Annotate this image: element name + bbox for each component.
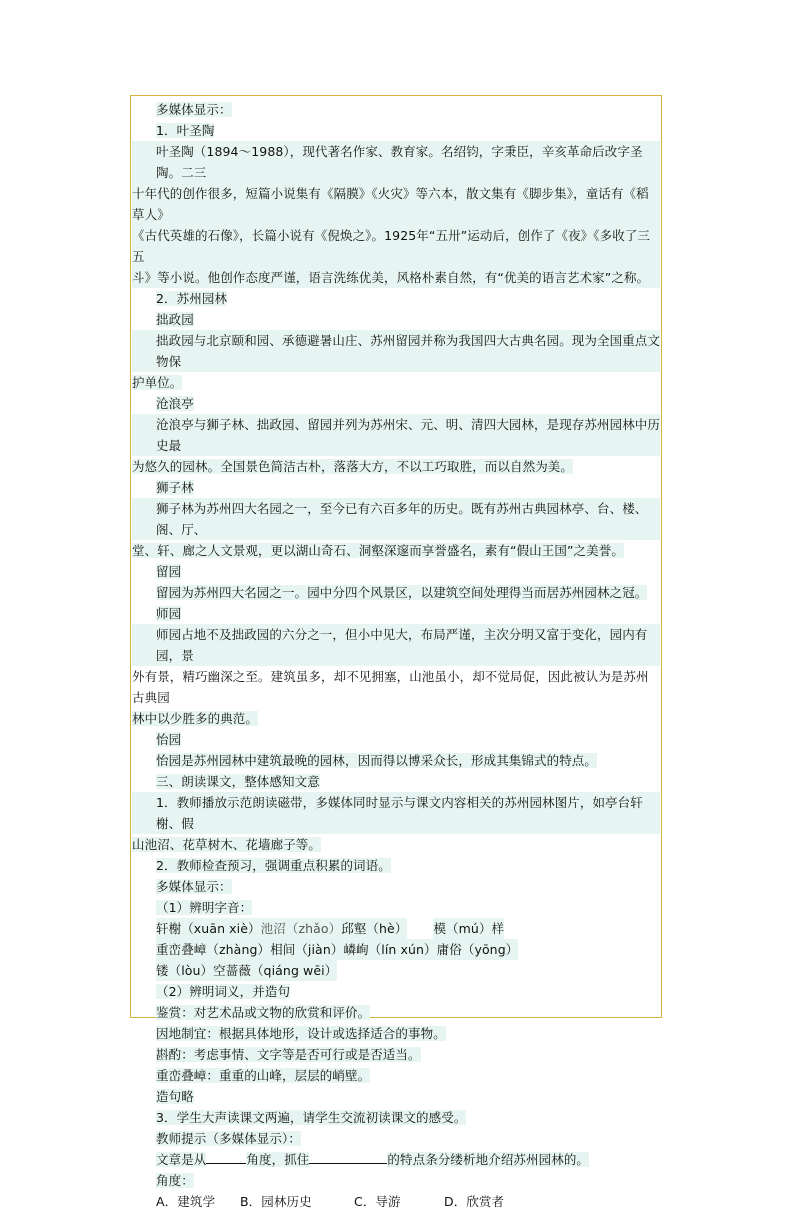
definition: 因地制宜：根据具体地形，设计或选择适合的事物。 xyxy=(156,1026,446,1041)
line: （1）辨明字音： xyxy=(156,900,253,915)
paragraph: 怡园是苏州园林中建筑最晚的园林，因而得以博采众长，形成其集锦式的特点。 xyxy=(156,753,598,768)
paragraph: 山池沼、花草树木、花墙廊子等。 xyxy=(132,837,322,852)
line: 师园 xyxy=(156,606,182,621)
choice-b: B．园林历史 xyxy=(240,1194,312,1209)
paragraph: 1．教师播放示范朗读磁带，多媒体同时显示与课文内容相关的苏州园林图片，如亭台轩榭、假 xyxy=(132,792,660,834)
paragraph: 为悠久的园林。全国景色简洁古朴，落落大方，不以工巧取胜，而以自然为美。 xyxy=(132,459,574,474)
line: 1．叶圣陶 xyxy=(156,123,215,138)
document-body xyxy=(132,99,660,1212)
pinyin-line: 轩榭（xuān xiè）池沼（zhǎo）邱壑（hè） 模（mú）样 xyxy=(132,918,660,939)
paragraph: 3．学生大声读课文两遍，请学生交流初读课文的感受。 xyxy=(156,1110,467,1125)
blank-angle xyxy=(206,1151,246,1164)
pinyin-line: 镂（lòu）空蔷薇（qiáng wēi） xyxy=(132,960,660,981)
line: 沧浪亭 xyxy=(156,396,194,411)
paragraph: 外有景，精巧幽深之至。建筑虽多，却不见拥塞，山池虽小，却不觉局促，因此被认为是苏州古典园 xyxy=(132,669,649,705)
paragraph: 堂、轩、廊之人文景观，更以湖山奇石、洞壑深邃而享誉盛名，素有“假山王国”之美誉。 xyxy=(132,543,624,558)
definition: 斟酌：考虑事情、文字等是否可行或是否适当。 xyxy=(156,1047,421,1062)
line: （2）辨明词义，并造句 xyxy=(156,984,291,999)
paragraph-yeshengtao: 十年代的创作很多，短篇小说集有《隔膜》《火灾》等六本，散文集有《脚步集》，童话有《稻草人》 xyxy=(132,183,660,225)
choice-c: C．导游 xyxy=(354,1194,401,1209)
definition: 鉴赏：对艺术品或文物的欣赏和评价。 xyxy=(156,1005,371,1020)
paragraph-yeshengtao: 斗》等小说。他创作态度严谨，语言洗练优美，风格朴素自然，有“优美的语言艺术家”之称。 xyxy=(132,267,660,288)
line: 造句略 xyxy=(156,1089,194,1104)
paragraph: 留园为苏州四大名园之一。园中分四个风景区，以建筑空间处理得当而居苏州园林之冠。 xyxy=(156,585,648,600)
paragraph: 沧浪亭与狮子林、拙政园、留园并列为苏州宋、元、明、清四大园林，是现存苏州园林中历史最 xyxy=(132,414,660,456)
line: 多媒体显示： xyxy=(156,102,232,117)
line: 留园 xyxy=(156,564,182,579)
paragraph: 狮子林为苏州四大名园之一，至今已有六百多年的历史。既有苏州古典园林亭、台、楼、阁、厅、 xyxy=(132,498,660,540)
paragraph: 2．教师检查预习，强调重点积累的词语。 xyxy=(156,858,391,873)
section-heading: 三、朗读课文，整体感知文意 xyxy=(156,774,320,789)
pinyin-line: 重峦叠嶂（zhàng）相间（jiàn）嶙峋（lín xún）庸俗（yōng） xyxy=(132,939,660,960)
choice-d: D．欣赏者 xyxy=(444,1194,505,1209)
paragraph-yeshengtao: 叶圣陶（1894～1988），现代著名作家、教育家。名绍钧，字秉臣，辛亥革命后改字圣陶。二三 xyxy=(132,141,660,183)
fill-blank-line: 文章是从 角度，抓住 的特点条分缕析地介绍苏州园林的。 xyxy=(156,1152,590,1167)
paragraph: 护单位。 xyxy=(132,375,183,390)
line: 教师提示（多媒体显示）： xyxy=(156,1131,301,1146)
definition: 重峦叠嶂：重重的山峰，层层的峭壁。 xyxy=(156,1068,371,1083)
line: 2．苏州园林 xyxy=(156,291,228,306)
line: 拙政园 xyxy=(156,312,194,327)
paragraph: 林中以少胜多的典范。 xyxy=(132,711,259,726)
blank-feature xyxy=(309,1151,387,1164)
line: 狮子林 xyxy=(156,480,194,495)
choices-line xyxy=(132,1191,660,1212)
paragraph: 拙政园与北京颐和园、承德避暑山庄、苏州留园并称为我国四大古典名园。现为全国重点文物保 xyxy=(132,330,660,372)
paragraph-yeshengtao: 《古代英雄的石像》，长篇小说有《倪焕之》。1925年“五卅”运动后，创作了《夜》《多收了三五 xyxy=(132,225,660,267)
line: 角度： xyxy=(156,1173,194,1188)
paragraph: 师园占地不及拙政园的六分之一，但小中见大，布局严谨，主次分明又富于变化，园内有园，景 xyxy=(132,624,660,666)
choice-a: A．建筑学 xyxy=(156,1194,216,1209)
line: 多媒体显示： xyxy=(156,879,232,894)
line: 怡园 xyxy=(156,732,182,747)
